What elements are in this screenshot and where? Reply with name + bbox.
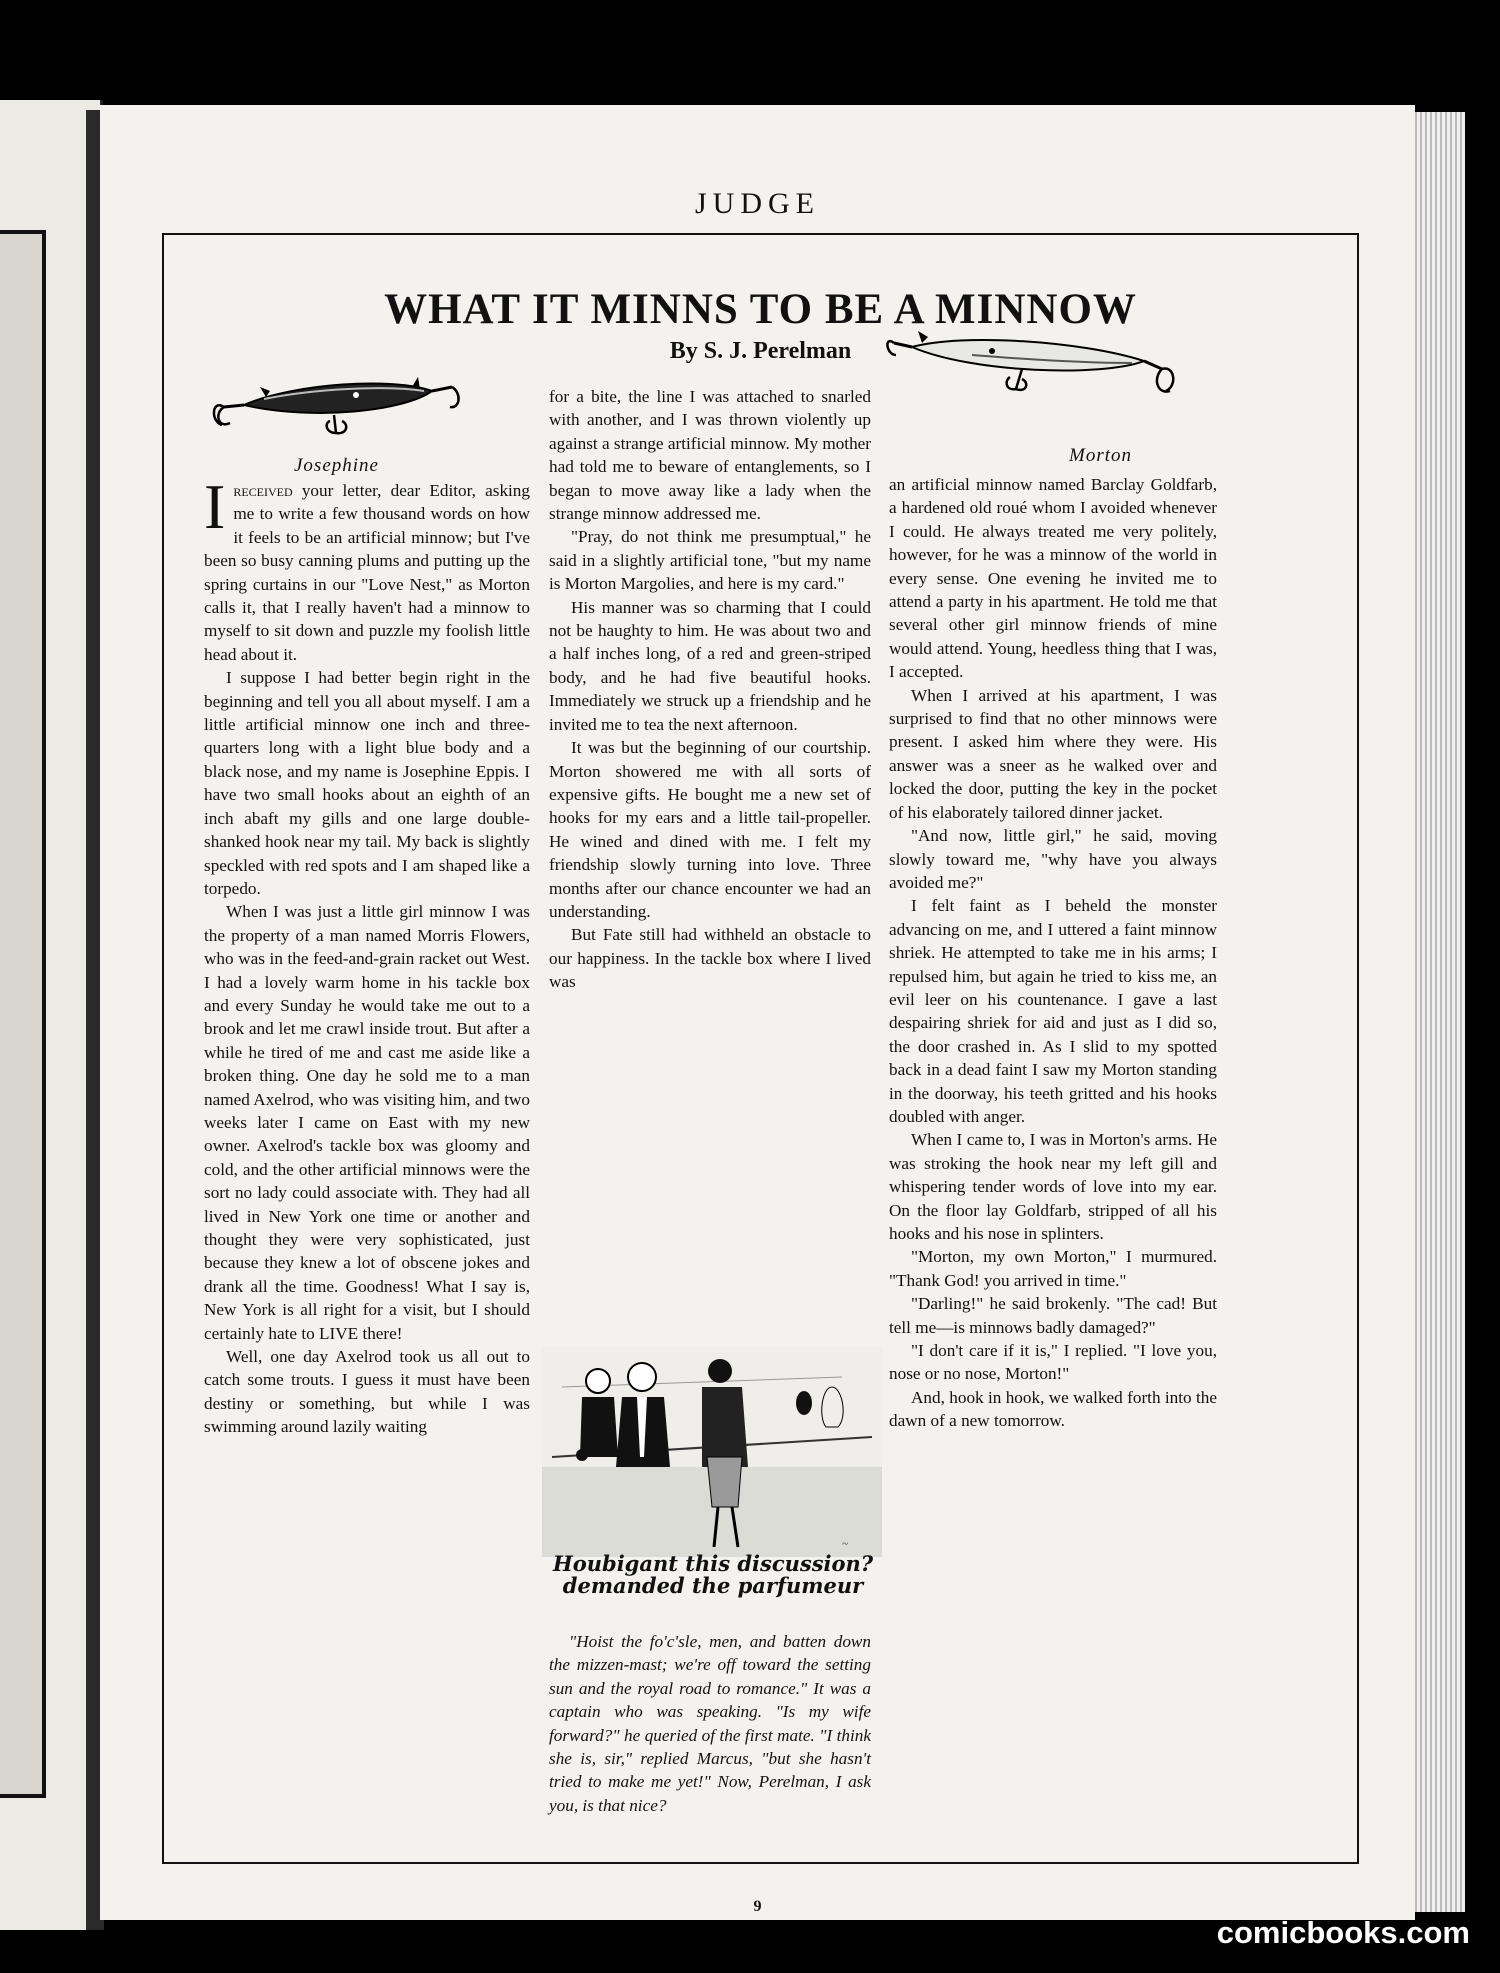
column3-paragraph-9: And, hook in hook, we walked forth into the dawn of a new tomorrow. bbox=[889, 1387, 1217, 1431]
cartoon-caption bbox=[542, 1553, 884, 1597]
adjacent-page-panel bbox=[0, 230, 46, 1798]
page-number: 9 bbox=[753, 1898, 762, 1915]
column1-paragraph-1 bbox=[204, 471, 530, 666]
morton-lure-illustration bbox=[882, 325, 1182, 415]
lead-in-smallcaps: received bbox=[233, 481, 293, 500]
cartoon-illustration bbox=[542, 1347, 882, 1557]
column1-paragraph-2: I suppose I had better begin right in the beginning and tell you all about myself. I am a little artificial minnow one inch and three-quarters long with a light blue body and a black nose, and my name is Josephine Eppis. I have two small hooks about an eighth of an inch abaft my gills and one large double-shanked hook near my tail. My back is slightly speckled with red spots and I am shaped like a torpedo. bbox=[204, 668, 530, 898]
column3-paragraph-6: "Morton, my own Morton," I murmured. "Thank God! you arrived in time." bbox=[889, 1247, 1217, 1290]
page-edges bbox=[1415, 112, 1465, 1912]
masthead: JUDGE bbox=[695, 187, 820, 220]
column2-paragraph-4: It was but the beginning of our courtship. Morton showered me with all sorts of expensive gifts. He bought me a new set of hooks for my ears and a little tail-propeller. He wined and dined with me. I felt my friendship slowly turning into love. Three months after our chance encounter we had an understanding. bbox=[549, 738, 871, 921]
column2-paragraph-1: for a bite, the line I was attached to snarled with another, and I was thrown violently up against a strange artificial minnow. My mother had told me to beware of entanglements, so I began to move away like a lady when the strange minnow addressed me. bbox=[549, 387, 872, 524]
cartoon-signature: ~ bbox=[842, 1538, 848, 1550]
column3-paragraph-8: "I don't care if it is," I replied. "I love you, nose or no nose, Morton!" bbox=[889, 1341, 1217, 1384]
column1-paragraph-4: Well, one day Axelrod took us all out to catch some trouts. I guess it must have been destiny or something, but while I was swimming around lazily waiting bbox=[204, 1347, 530, 1437]
column3-paragraph-1: an artificial minnow named Barclay Goldfarb, a hardened old roué whom I avoided whenever I could. He always treated me very politely, however, for he was a minnow of the world in every sense. One evening he invited me to attend a party in his apartment. He told me that several other girl minnow friends of mine would attend. Young, heedless thing that I was, I accepted. bbox=[889, 475, 1217, 682]
joke-paragraph: "Hoist the fo'c'sle, men, and batten down the mizzen-mast; we're off toward the setting sun and the royal road to romance." It was a captain who was speaking. "Is my wife forward?" he queried of the first mate. "I think she is, sir," replied Marcus, "but she hasn't tried to make me yet!" Now, Perelman, I ask you, is that nice? bbox=[549, 1632, 871, 1815]
column1-paragraph-1-text: your letter, dear Editor, asking me to write a few thousand words on how it feels to be an artificial minnow; but I've been so busy canning plums and putting up the spring curtains in our "Love Nest," as Morton calls it, that I really haven't had a minnow to myself to sit down and puzzle my foolish little head about it. bbox=[204, 481, 530, 664]
article-byline: By S. J. Perelman bbox=[669, 338, 852, 364]
cartoon-caption-line-2: demanded the parfumeur bbox=[562, 1573, 864, 1598]
column3-paragraph-3: "And now, little girl," he said, moving slowly toward me, "why have you always avoided me?" bbox=[889, 826, 1217, 892]
site-watermark: comicbooks.com bbox=[1216, 1915, 1470, 1950]
column2-paragraph-3: His manner was so charming that I could not be haughty to him. He was about two and a half inches long, of a red and green-striped body, and he had five beautiful hooks. Immediately we struck up a friendship and he invited me to tea the next afternoon. bbox=[549, 597, 871, 734]
column3-paragraph-2: When I arrived at his apartment, I was surprised to find that no other minnows were present. I asked him where they were. His answer was a sneer as he walked over and locked the door, putting the key in the pocket of his elaborately tailored dinner jacket. bbox=[889, 685, 1217, 822]
article-column-1 bbox=[204, 471, 530, 1439]
josephine-lure-illustration bbox=[204, 363, 464, 443]
column1-paragraph-3: When I was just a little girl minnow I was the property of a man named Morris Flowers, who was in the feed-and-grain racket out West. I had a lovely warm home in his tackle box and every Sunday he would take me out to a brook and let me crawl inside trout. But after a while he tired of me and cast me aside like a broken thing. One day he sold me to a man named Axelrod, who was visiting him, and two weeks later I came on East with my new owner. Axelrod's tackle box was gloomy and cold, and the other artificial minnows were the sort no lady could associate with. They had all lived in New York one time or another and thought they were very sophisticated, just because they knew a lot of obscene jokes and drank all the time. Goodness! What I say is, New York is all right for a visit, but I should certainly hate to LIVE there! bbox=[204, 902, 530, 1343]
cartoon-caption-line-1: Houbigant this discussion? bbox=[552, 1551, 874, 1576]
joke-text-block bbox=[549, 1630, 871, 1817]
article-frame bbox=[162, 233, 1359, 1864]
article-column-3 bbox=[889, 473, 1217, 1433]
article-column-2 bbox=[549, 385, 871, 994]
lure-caption-morton: Morton bbox=[1069, 445, 1132, 466]
drop-cap: I bbox=[204, 471, 226, 542]
magazine-page bbox=[100, 105, 1415, 1920]
column3-paragraph-5: When I came to, I was in Morton's arms. He was stroking the hook near my left gill and whispering tender words of love into my ear. On the floor lay Goldfarb, stripped of all his hooks and his nose in splinters. bbox=[889, 1130, 1217, 1243]
lure-caption-josephine: Josephine bbox=[294, 455, 379, 476]
column3-paragraph-7: "Darling!" he said brokenly. "The cad! But tell me—is minnows badly damaged?" bbox=[889, 1294, 1217, 1337]
column2-paragraph-5: But Fate still had withheld an obstacle to our happiness. In the tackle box where I lived was bbox=[549, 925, 871, 992]
column3-paragraph-4: I felt faint as I beheld the monster advancing on me, and I uttered a faint minnow shriek. He attempted to take me in his arms; I repulsed him, but again he tried to kiss me, an evil leer on his countenance. I gave a last despairing shriek for aid and just as I did so, the door crashed in. As I slid to my spotted back in a dead faint I saw my Morton standing in the doorway, his teeth gritted and his hooks doubled with anger. bbox=[889, 896, 1217, 1126]
column2-paragraph-2: "Pray, do not think me presumptual," he said in a slightly artificial tone, "but my name is Morton Margolies, and here is my card." bbox=[549, 527, 871, 594]
article-title: WHAT IT MINNS TO BE A MINNOW bbox=[384, 286, 1137, 333]
